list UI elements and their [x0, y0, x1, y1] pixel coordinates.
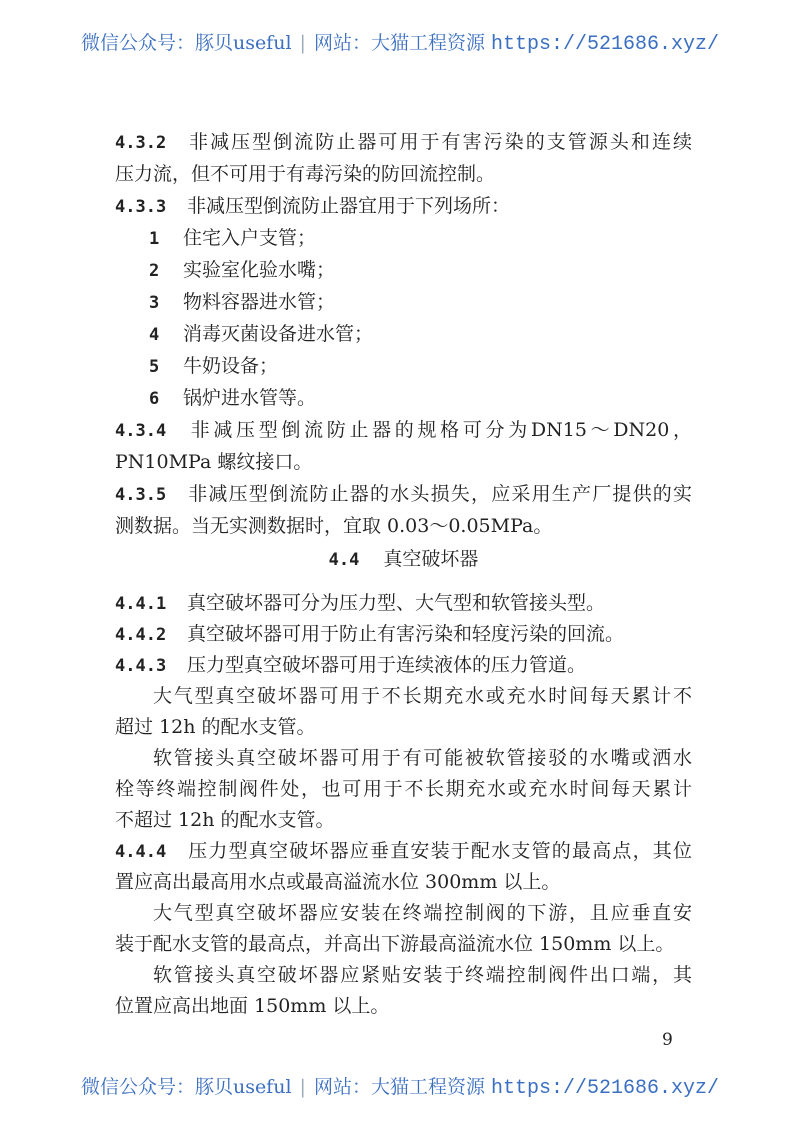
line-text: 住宅入户支管； [183, 227, 317, 249]
watermark-header [0, 28, 800, 56]
item-number: 5 [149, 357, 160, 377]
clause-paragraph [115, 190, 692, 222]
text-line [115, 805, 692, 836]
clause-paragraph [115, 126, 692, 190]
watermark-separator: | [299, 32, 306, 54]
clause-paragraph [115, 836, 692, 898]
heading-number: 4.4 [328, 550, 360, 570]
text-line [115, 712, 692, 743]
watermark-site: 网站：大猫工程资源 [313, 1076, 485, 1098]
paragraph [115, 898, 692, 960]
text-line [115, 126, 692, 158]
list-item [115, 286, 692, 318]
clause-number: 4.3.5 [115, 485, 167, 505]
text-line [115, 446, 692, 478]
line-text: PN10MPa 螺纹接口。 [115, 451, 313, 473]
clause-number: 4.4.4 [115, 842, 167, 862]
line-text: 置应高出最高用水点或最高溢流水位 300mm 以上。 [115, 871, 561, 893]
watermark-separator: | [299, 1076, 306, 1098]
text-line [115, 836, 692, 867]
line-text: 真空破坏器可用于防止有害污染和轻度污染的回流。 [187, 623, 625, 645]
line-text: 非减压型倒流防止器宜用于下列场所： [187, 195, 511, 217]
text-line [115, 318, 692, 350]
line-text: 真空破坏器可分为压力型、大气型和软管接头型。 [187, 592, 606, 614]
text-line [115, 222, 692, 254]
clause-paragraph [115, 619, 692, 650]
line-text: 非减压型倒流防止器可用于有害污染的支管源头和连续 [187, 131, 692, 153]
list-item [115, 222, 692, 254]
text-line [115, 619, 692, 650]
line-text: 消毒灭菌设备进水管； [183, 323, 374, 345]
line-text: 大气型真空破坏器可用于不长期充水或充水时间每天累计不 [153, 685, 692, 707]
text-line [115, 190, 692, 222]
item-number: 4 [149, 325, 160, 345]
text-line [115, 991, 692, 1022]
clause-paragraph [115, 478, 692, 542]
watermark-site: 网站：大猫工程资源 [313, 32, 485, 54]
watermark-url: https://521686.xyz/ [491, 1077, 720, 1100]
list-item [115, 382, 692, 414]
text-line [115, 254, 692, 286]
document-body [115, 126, 692, 1022]
item-number: 6 [149, 389, 160, 409]
text-line [115, 382, 692, 414]
watermark-url: https://521686.xyz/ [491, 33, 720, 56]
line-text: 超过 12h 的配水支管。 [115, 716, 316, 738]
text-line [115, 414, 692, 446]
line-text: 压力型真空破坏器可用于连续液体的压力管道。 [187, 654, 587, 676]
page-number: 9 [662, 1030, 673, 1050]
clause-number: 4.3.2 [115, 133, 167, 153]
line-text: 大气型真空破坏器应安装在终端控制阀的下游，且应垂直安 [153, 902, 692, 924]
text-line [115, 898, 692, 929]
clause-number: 4.4.2 [115, 625, 167, 645]
text-line [115, 743, 692, 774]
item-number: 1 [149, 229, 160, 249]
line-text: 栓等终端控制阀件处，也可用于不长期充水或充水时间每天累计 [115, 778, 692, 800]
list-item [115, 318, 692, 350]
text-line [115, 774, 692, 805]
item-number: 3 [149, 293, 160, 313]
list-item [115, 350, 692, 382]
line-text: 不超过 12h 的配水支管。 [115, 809, 335, 831]
line-text: 锅炉进水管等。 [183, 387, 317, 409]
line-text: 测数据。当无实测数据时，宜取 0.03～0.05MPa。 [115, 515, 553, 537]
clause-number: 4.3.4 [115, 421, 167, 441]
watermark-wechat: 微信公众号：豚贝useful [80, 1076, 292, 1098]
text-line [115, 158, 692, 190]
heading-title: 真空破坏器 [383, 548, 479, 570]
text-line [115, 588, 692, 619]
text-line [115, 867, 692, 898]
text-line [115, 960, 692, 991]
section-heading [115, 542, 692, 576]
paragraph [115, 960, 692, 1022]
text-line [115, 681, 692, 712]
clause-paragraph [115, 588, 692, 619]
text-line [115, 929, 692, 960]
text-line [115, 478, 692, 510]
clause-paragraph [115, 650, 692, 681]
clause-number: 4.4.1 [115, 594, 167, 614]
line-text: 物料容器进水管； [183, 291, 336, 313]
line-text: 压力流，但不可用于有毒污染的防回流控制。 [115, 163, 496, 185]
line-text: 非减压型倒流防止器的水头损失，应采用生产厂提供的实 [187, 483, 692, 505]
clause-number: 4.4.3 [115, 656, 167, 676]
text-line [115, 510, 692, 542]
paragraph [115, 681, 692, 743]
text-line [115, 286, 692, 318]
list-item [115, 254, 692, 286]
text-line [115, 350, 692, 382]
line-text: 软管接头真空破坏器应紧贴安装于终端控制阀件出口端，其 [153, 964, 692, 986]
section-4-3 [115, 126, 692, 542]
line-text: 装于配水支管的最高点，并高出下游最高溢流水位 150mm 以上。 [115, 933, 675, 955]
line-text: 软管接头真空破坏器可用于有可能被软管接驳的水嘴或洒水 [153, 747, 692, 769]
section-4-4 [115, 588, 692, 1022]
text-line [115, 650, 692, 681]
clause-paragraph [115, 414, 692, 478]
line-text: 位置应高出地面 150mm 以上。 [115, 995, 390, 1017]
watermark-wechat: 微信公众号：豚贝useful [80, 32, 292, 54]
line-text: 压力型真空破坏器应垂直安装于配水支管的最高点，其位 [187, 840, 692, 862]
paragraph [115, 743, 692, 836]
clause-number: 4.3.3 [115, 197, 167, 217]
line-text: 实验室化验水嘴； [183, 259, 336, 281]
line-text: 非减压型倒流防止器的规格可分为DN15～DN20， [187, 419, 692, 441]
item-number: 2 [149, 261, 160, 281]
watermark-footer [0, 1072, 800, 1100]
line-text: 牛奶设备； [183, 355, 279, 377]
